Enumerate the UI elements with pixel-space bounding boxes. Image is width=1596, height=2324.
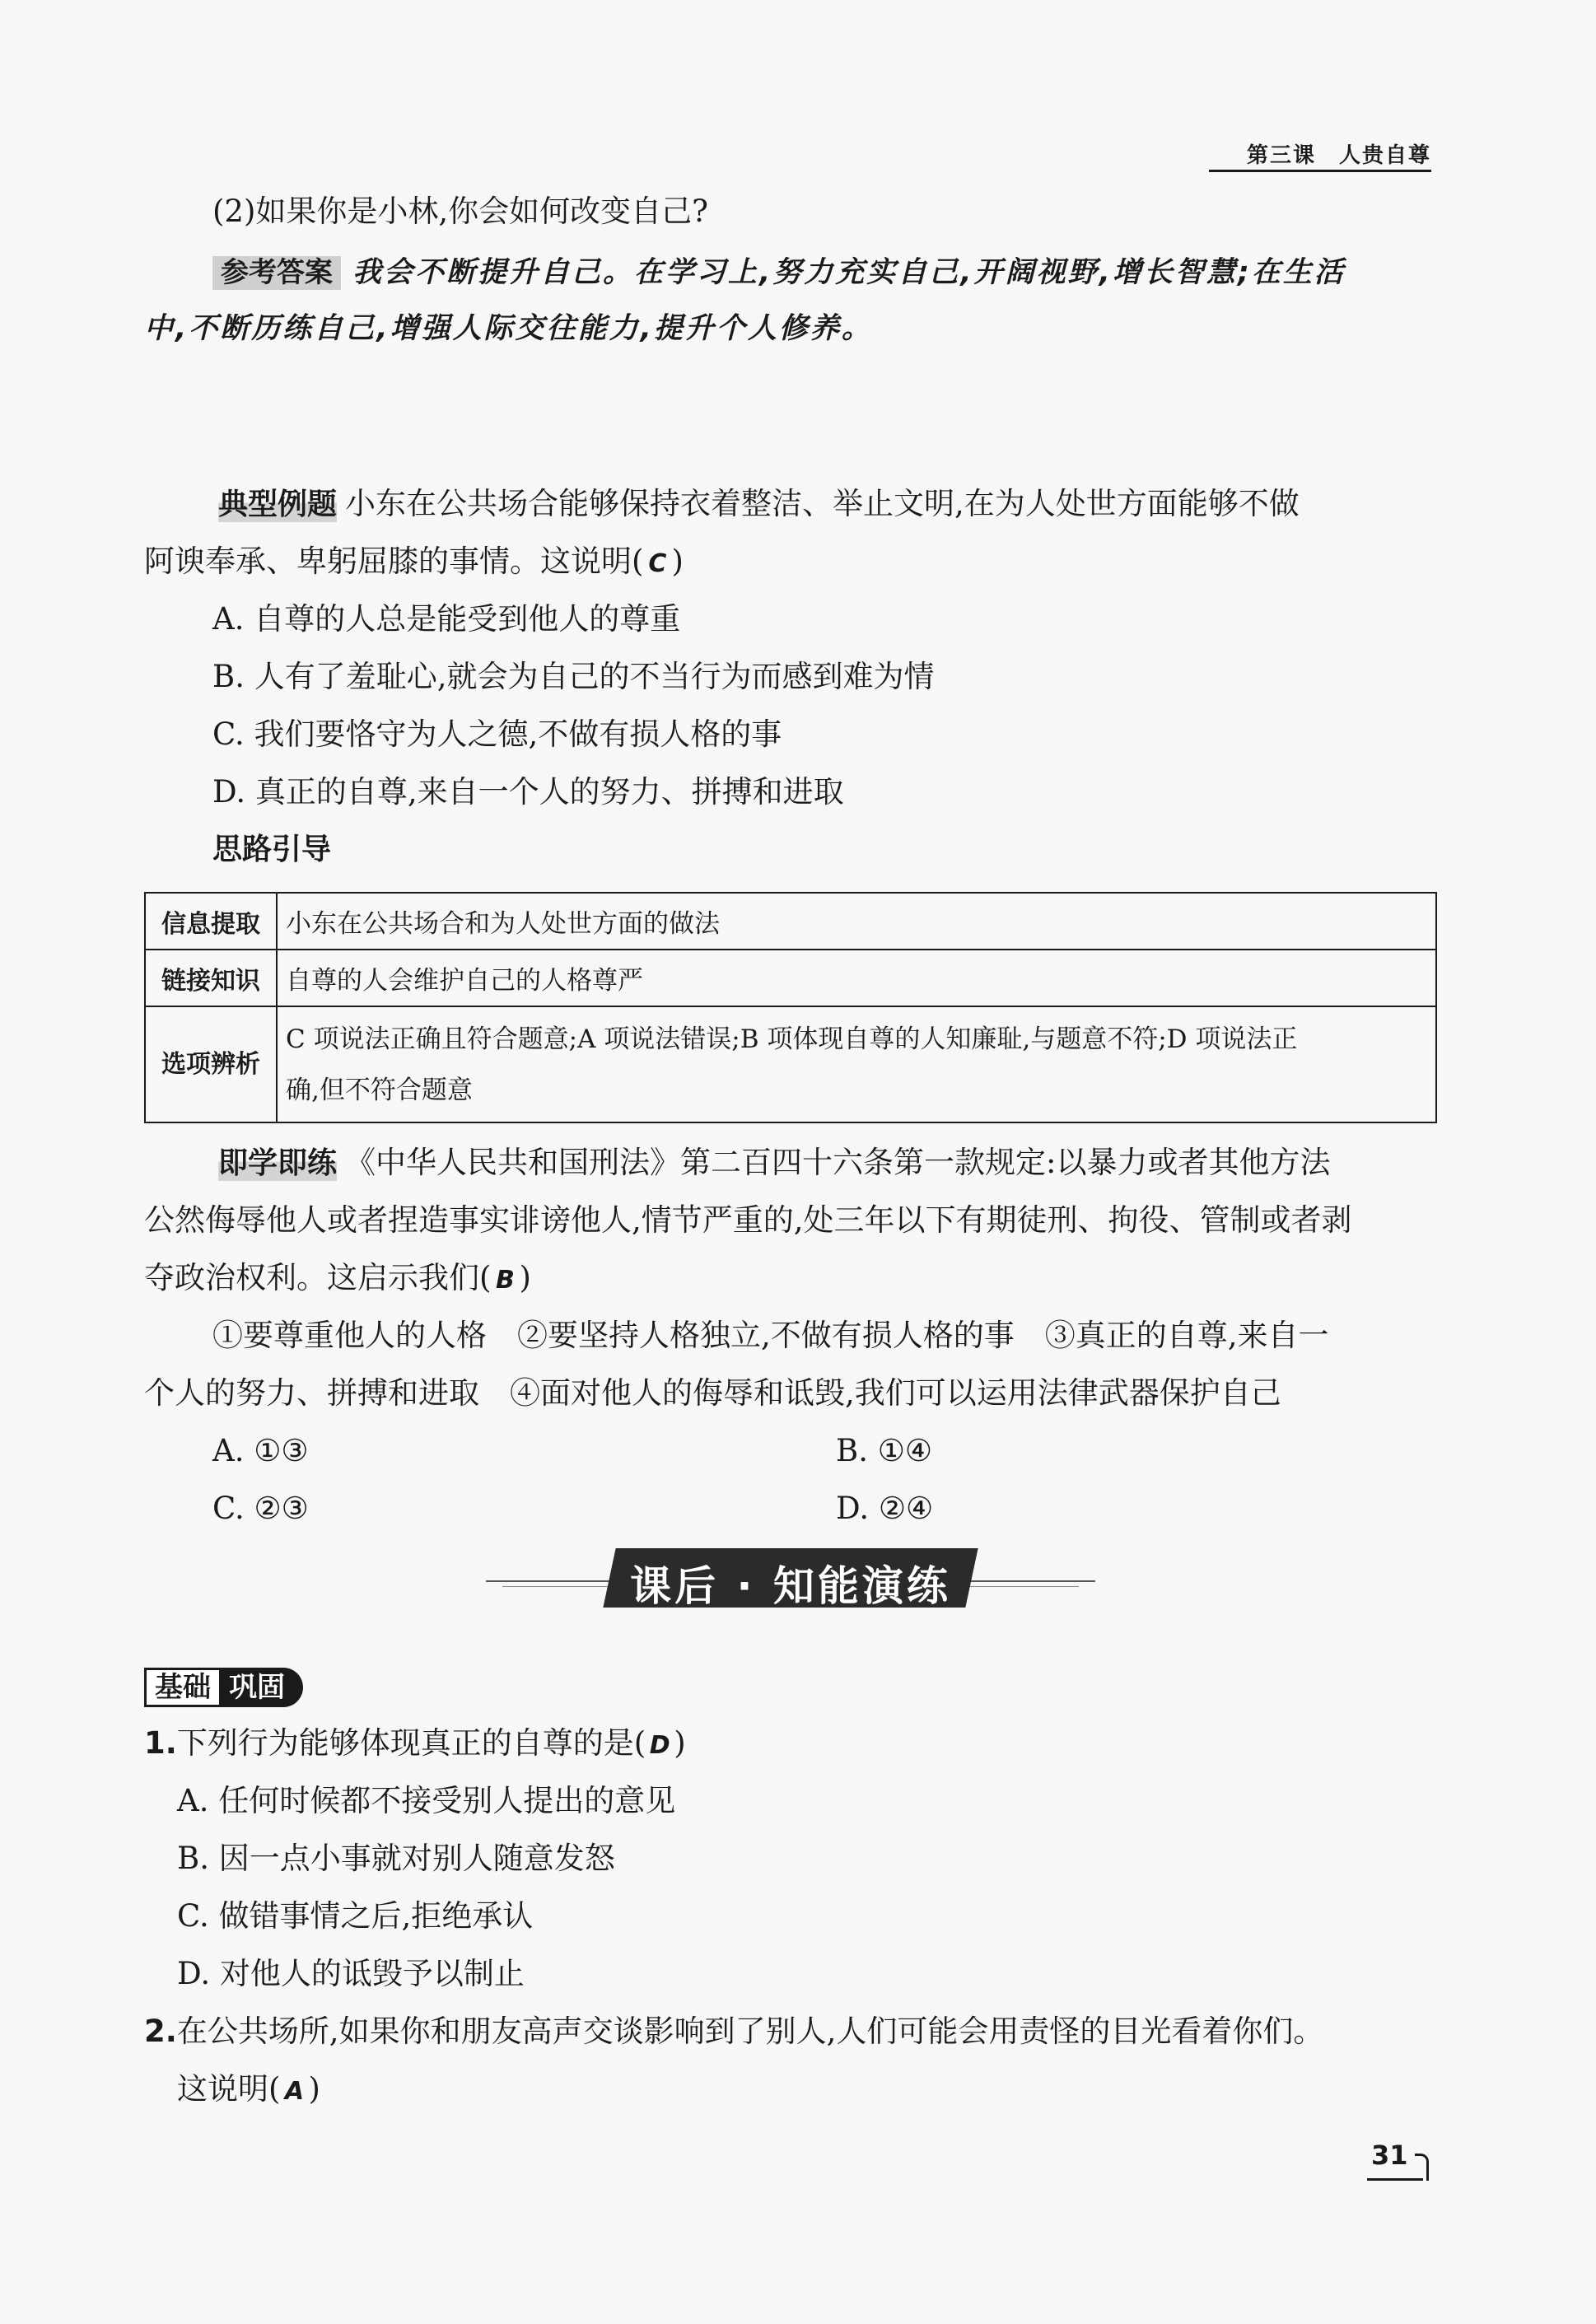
reference-answer-line-1 xyxy=(212,254,1346,290)
practice-items-line-1: ①要尊重他人的人格 ②要坚持人格独立,不做有损人格的事 ③真正的自尊,来自一 xyxy=(212,1318,1329,1353)
badge-part-1: 基础 xyxy=(144,1668,219,1707)
guide-value: 小东在公共场合和为人处世方面的做法 xyxy=(277,893,1436,950)
example-stem-line-1 xyxy=(218,486,1300,522)
practice-stem-line-2: 公然侮辱他人或者捏造事实诽谤他人,情节严重的,处三年以下有期徒刑、拘役、管制或者剥 xyxy=(144,1202,1352,1238)
table-row xyxy=(145,1006,1436,1122)
thinking-guide-table xyxy=(144,892,1437,1123)
practice-option-b: B. ①④ xyxy=(836,1433,933,1468)
section-banner xyxy=(486,1548,1095,1614)
practice-stem-text-3: 夺政治权利。这启示我们( xyxy=(144,1260,492,1295)
practice-answer: B xyxy=(496,1266,515,1295)
practice-option-d: D. ②④ xyxy=(836,1491,934,1526)
example-tag: 典型例题 xyxy=(218,488,338,521)
example-answer: C xyxy=(648,549,667,578)
question-2b-number: 2. xyxy=(144,2014,177,2049)
practice-stem-text-1: 《中华人民共和国刑法》第二百四十六条第一款规定:以暴力或者其他方法 xyxy=(345,1145,1331,1180)
practice-stem-line-3 xyxy=(144,1260,531,1296)
question-1-close: ) xyxy=(674,1725,686,1761)
question-1-stem xyxy=(144,1725,686,1762)
question-1-option-b: B. 因一点小事就对别人随意发怒 xyxy=(177,1841,615,1876)
practice-tag: 即学即练 xyxy=(218,1146,338,1180)
question-2b-stem-line-1 xyxy=(144,2014,1323,2050)
question-2b-stem-line-2 xyxy=(177,2071,320,2107)
table-row xyxy=(145,950,1436,1006)
guide-key: 信息提取 xyxy=(145,893,277,950)
question-2b-text-2: 这说明( xyxy=(177,2071,281,2107)
example-option-d: D. 真正的自尊,来自一个人的努力、拼搏和进取 xyxy=(212,774,844,810)
guide-key: 选项辨析 xyxy=(145,1006,277,1122)
question-1-text: 下列行为能够体现真正的自尊的是( xyxy=(176,1725,646,1761)
guide-value-line-2: 确,但不符合题意 xyxy=(286,1075,473,1105)
practice-stem-close: ) xyxy=(519,1260,531,1295)
guide-value-line-1: C 项说法正确且符合题意;A 项说法错误;B 项体现自尊的人知廉耻,与题意不符;D 项说法正 xyxy=(286,1024,1298,1054)
basic-consolidation-badge xyxy=(144,1668,303,1707)
question-1-option-c: C. 做错事情之后,拒绝承认 xyxy=(177,1898,534,1934)
lesson-header-title: 第三课 人贵自尊 xyxy=(1246,143,1431,168)
question-2-prompt: (2)如果你是小林,你会如何改变自己? xyxy=(212,194,709,229)
question-2b-text-1: 在公共场所,如果你和朋友高声交谈影响到了别人,人们可能会用责怪的目光看着你们。 xyxy=(176,2014,1324,2049)
banner-title: 课后 · 知能演练 xyxy=(630,1562,951,1610)
practice-option-a: A. ①③ xyxy=(212,1433,309,1468)
page-number-hook xyxy=(1415,2154,1429,2181)
example-option-a: A. 自尊的人总是能受到他人的尊重 xyxy=(212,601,681,637)
guide-title: 思路引导 xyxy=(212,833,332,866)
practice-items-line-2: 个人的努力、拼搏和进取 ④面对他人的侮辱和诋毁,我们可以运用法律武器保护自己 xyxy=(144,1375,1281,1411)
question-2b-close: ) xyxy=(308,2071,320,2107)
reference-answer-line-2: 中,不断历练自己,增强人际交往能力,提升个人修养。 xyxy=(144,312,873,345)
example-stem-line-2 xyxy=(144,544,684,580)
reference-answer-tag: 参考答案 xyxy=(212,256,341,290)
question-1-option-a: A. 任何时候都不接受别人提出的意见 xyxy=(177,1783,676,1818)
guide-value: 自尊的人会维护自己的人格尊严 xyxy=(277,950,1436,1006)
practice-option-c: C. ②③ xyxy=(212,1491,309,1526)
page-number: 31 xyxy=(1371,2140,1408,2171)
header-rule xyxy=(1209,170,1431,172)
badge-part-2: 巩固 xyxy=(219,1668,303,1707)
question-2b-answer: A xyxy=(284,2077,305,2106)
example-stem-close: ) xyxy=(671,544,684,579)
question-1-answer: D xyxy=(649,1731,670,1760)
example-stem-text-2: 阿谀奉承、卑躬屈膝的事情。这说明( xyxy=(144,544,644,579)
question-1-number: 1. xyxy=(144,1725,177,1761)
table-row xyxy=(145,893,1436,950)
guide-value xyxy=(277,1006,1436,1122)
example-option-b: B. 人有了羞耻心,就会为自己的不当行为而感到难为情 xyxy=(212,659,935,694)
question-1-option-d: D. 对他人的诋毁予以制止 xyxy=(177,1956,525,1991)
practice-stem-line-1 xyxy=(218,1145,1330,1181)
example-stem-text-1: 小东在公共场合能够保持衣着整洁、举止文明,在为人处世方面能够不做 xyxy=(345,486,1300,521)
reference-answer-text-1: 我会不断提升自己。在学习上,努力充实自己,开阔视野,增长智慧;在生活 xyxy=(352,256,1346,289)
guide-key: 链接知识 xyxy=(145,950,277,1006)
example-option-c: C. 我们要恪守为人之德,不做有损人格的事 xyxy=(212,716,782,752)
